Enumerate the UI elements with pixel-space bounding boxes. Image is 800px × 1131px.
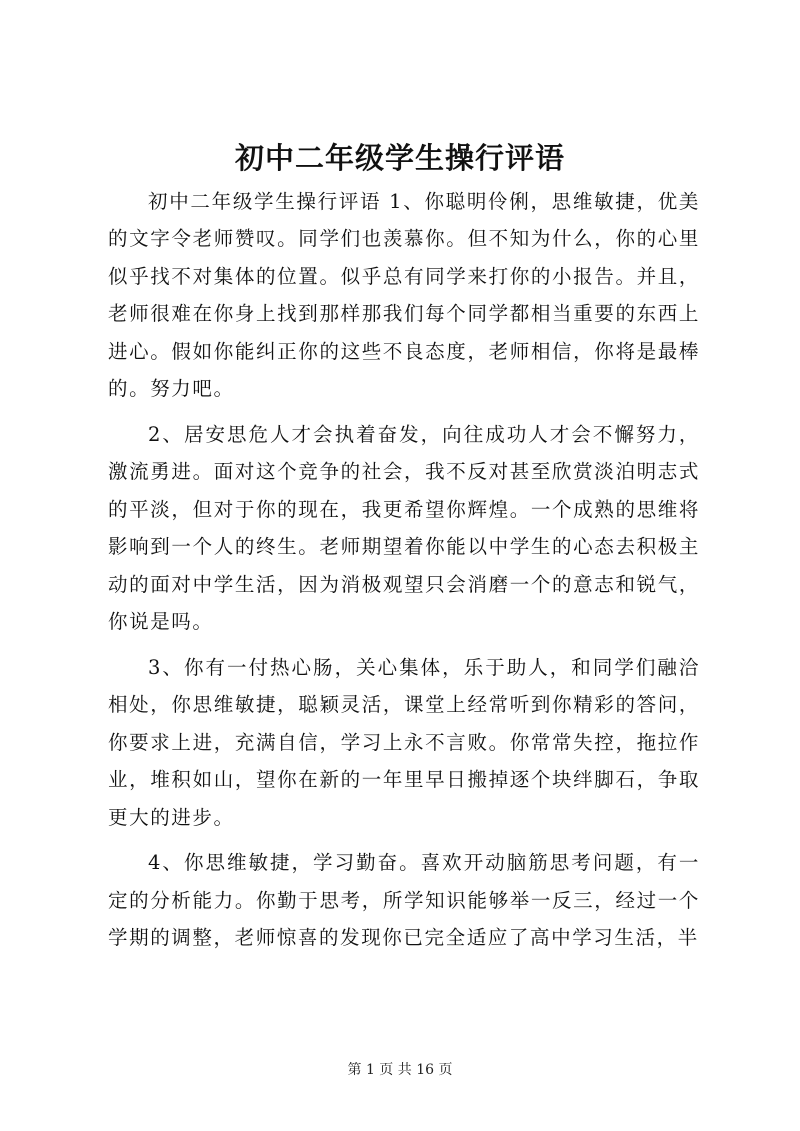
paragraph-1: 初中二年级学生操行评语 1、你聪明伶俐，思维敏捷，优美的文字令老师赞叹。同学们也羡慕你。但不知为什么，你的心里似乎找不对集体的位置。似乎总有同学来打你的小报告。并且，老师很难在你身上找到那样那我们每个同学都相当重要的东西上进心。假如你能纠正你的这些不良态度，老师相信，你将是最棒的。努力吧。 [108,190,700,401]
document-title: 初中二年级学生操行评语 [234,141,565,175]
paragraph-3: 3、你有一付热心肠，关心集体，乐于助人，和同学们融洽相处，你思维敏捷，聪颖灵活，课堂上经常听到你精彩的答问，你要求上进，充满自信，学习上永不言败。你常常失控，拖拉作业，堆积如山，望你在新的一年里早日搬掉逐个块绊脚石，争取更大的进步。 [108,655,700,829]
page-number-footer: 第 1 页 共 16 页 [347,1062,453,1078]
document-body [108,183,700,957]
paragraph-2: 2、居安思危人才会执着奋发，向往成功人才会不懈努力，激流勇进。面对这个竞争的社会，我不反对甚至欣赏淡泊明志式的平淡，但对于你的现在，我更希望你辉煌。一个成熟的思维将影响到一个人的终生。老师期望着你能以中学生的心态去积极主动的面对中学生活，因为消极观望只会消磨一个的意志和锐气，你说是吗。 [108,422,700,633]
paragraph-4: 4、你思维敏捷，学习勤奋。喜欢开动脑筋思考问题，有一定的分析能力。你勤于思考，所学知识能够举一反三，经过一个学期的调整，老师惊喜的发现你已完全适应了高中学习生活，半 [108,851,700,950]
